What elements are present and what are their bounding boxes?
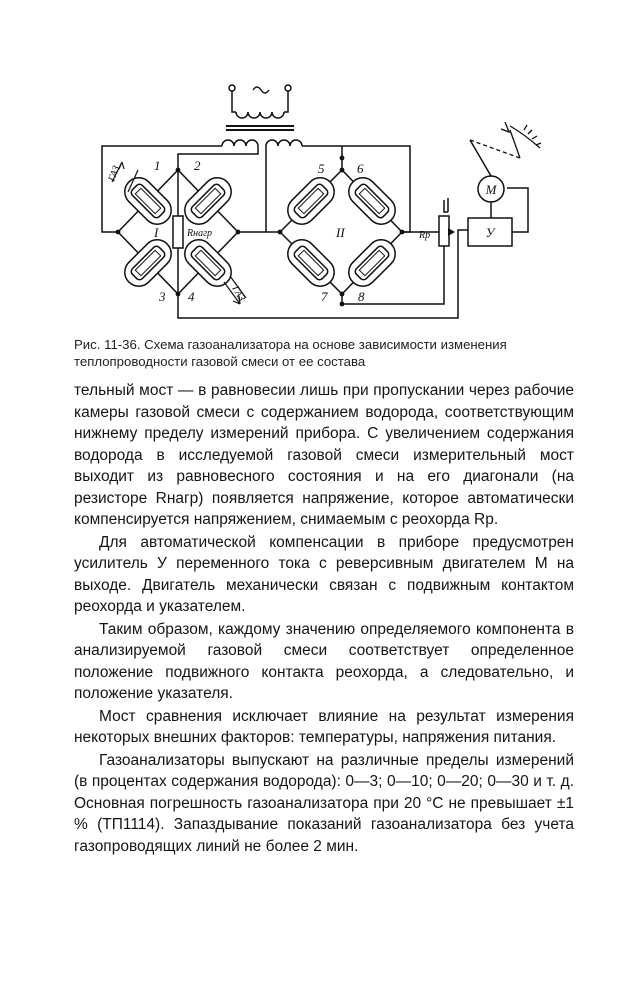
node-label-8: 8: [358, 289, 365, 304]
node-label-7: 7: [321, 289, 328, 304]
paragraph-5: Газоанализаторы выпускают на различные пределы измерений (в процентах содержания водорода): 0—3; 0—10; 0—20; 0—30 и т. д. Основная погрешность газоанализатора при 20 °С не превышает ±1 % (ТП1114). Запаздывание показаний газоанализатора без учета газопроводящих линий не более 2 мин.: [74, 751, 574, 855]
node-label-4: 4: [188, 289, 195, 304]
paragraph-1: тельный мост — в равновесии лишь при пропускании через рабочие камеры газовой смеси с содержанием водорода, соответствующим нижнему пределу измерений прибора. С увеличением содержания водорода в исследуемой газовой смеси измерительный мост выходит из равновесного состояния и на его диагонали (на резисторе Rнагр) появляется напряжение, которое автоматически компенсируется напряжением, снимаемым с реохорда Rр.: [74, 382, 574, 528]
bridge-label-1: I: [154, 225, 159, 240]
motor-label: M: [485, 182, 497, 197]
node-label-1: 1: [154, 158, 161, 173]
bridge-label-2: II: [336, 225, 345, 240]
wiring: [102, 140, 528, 318]
rheochord-label: Rр: [419, 230, 431, 241]
transformer: [222, 85, 302, 146]
body-text: [74, 380, 574, 857]
amplifier: [468, 218, 512, 246]
gas-outlet-label: ГАЗ: [229, 284, 247, 304]
circuit-svg: [0, 0, 638, 330]
node-label-5: 5: [318, 161, 325, 176]
load-resistor-label: Rнагр: [187, 228, 212, 239]
paragraph-3: Таким образом, каждому значению определяемого компонента в анализируемой газовой смеси соответствует определенное положение подвижного контакта реохорда, а следовательно, и положение указателя.: [74, 620, 574, 702]
circuit-diagram: [0, 0, 638, 330]
paragraph-4: Мост сравнения исключает влияние на результат измерения некоторых внешних факторов: температуры, напряжения питания.: [74, 707, 574, 746]
gas-inlet-label: ГАЗ: [106, 164, 123, 184]
amplifier-label: У: [485, 225, 495, 240]
load-resistor: [173, 216, 183, 248]
rheochord: [439, 216, 455, 246]
node-label-3: 3: [159, 289, 166, 304]
node-label-2: 2: [194, 158, 201, 173]
node-label-6: 6: [357, 161, 364, 176]
figure-caption: Рис. 11-36. Схема газоанализатора на основе зависимости изменения теплопроводности газовой смеси от ее состава: [74, 337, 507, 369]
motor: [478, 176, 504, 202]
pointer-scale: [470, 122, 541, 158]
paragraph-2: Для автоматической компенсации в приборе предусмотрен усилитель У переменного тока с реверсивным двигателем M на выходе. Двигатель механически связан с подвижным контактом реохорда и указателем.: [74, 533, 574, 615]
